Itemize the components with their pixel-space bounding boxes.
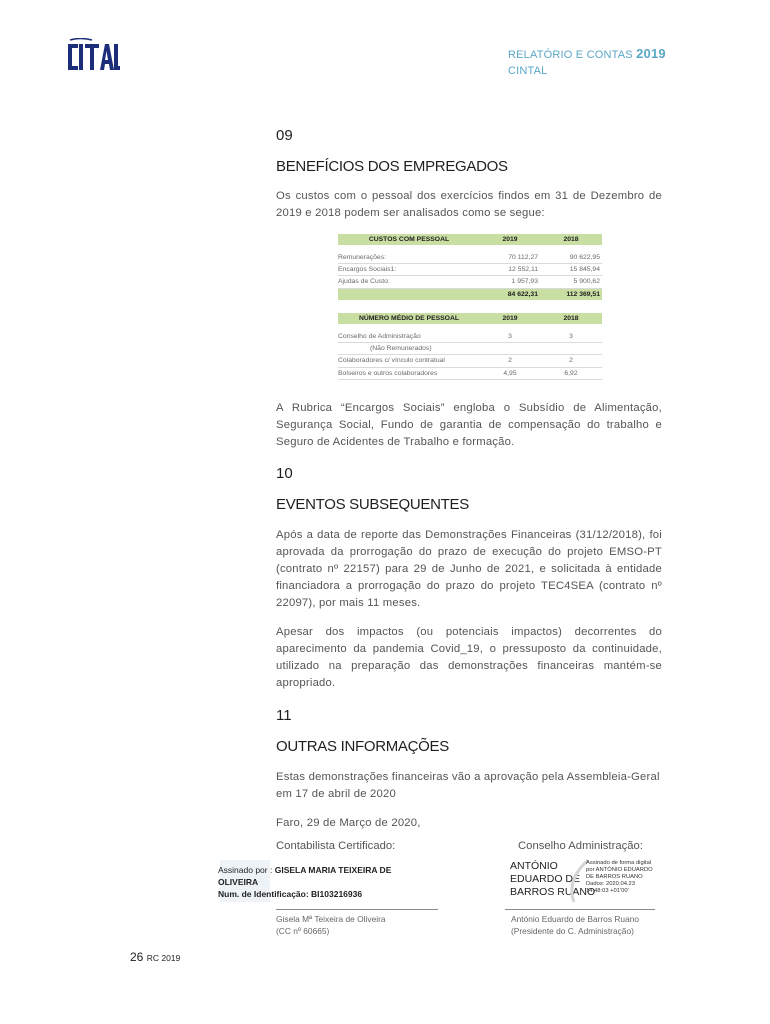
- company-name: CINTAL: [508, 65, 548, 77]
- events-paragraph-1: Após a data de reporte das Demonstrações Financeiras (31/12/2018), foi aprovada da prorrogação do prazo de execução do projeto EMSO-PT (contrato nº 22157) para 29 de Junho de 2021, e solicitada à entidade financiadora a prorrogação do prazo do projeto TEC4SEA (contrato nº 22097), por mais 11 meses.: [276, 529, 662, 609]
- president-digital-signature-details: Assinado de forma digital por ANTÓNIO EDUARDO DE BARROS RUANO Dados: 2020.04.23 14:48:03 +01'00': [586, 860, 653, 894]
- accountant-signature-line: [276, 909, 438, 910]
- section-title-events: EVENTOS SUBSEQUENTES: [276, 496, 469, 513]
- section-number-09: 09: [276, 127, 293, 144]
- table-row: Remunerações: 70 112,27 90 622,95: [338, 252, 602, 264]
- staff-header-2018: 2018: [540, 313, 602, 324]
- benefits-intro: Os custos com o pessoal dos exercícios findos em 31 de Dezembro de 2019 e 2018 podem ser analisados como se segue:: [276, 190, 662, 219]
- date-line: Faro, 29 de Março de 2020,: [276, 817, 421, 829]
- staff-table: [338, 313, 602, 380]
- table-row: Ajudas de Custo: 1 957,93 5 900,62: [338, 276, 602, 288]
- report-header: [508, 46, 666, 79]
- report-title: RELATÓRIO E CONTAS 2019: [508, 46, 666, 61]
- accountant-label: Contabilista Certificado:: [276, 840, 396, 852]
- page-number: 26: [130, 950, 144, 964]
- table-row: Encargos Sociais1: 12 552,11 15 845,94: [338, 264, 602, 276]
- section-title-benefits: BENEFÍCIOS DOS EMPREGADOS: [276, 158, 508, 175]
- board-label: Conselho Administração:: [518, 840, 643, 852]
- costs-total-2018: 112 369,51: [540, 288, 602, 300]
- president-signature-line: [505, 909, 655, 910]
- events-paragraph-2: Apesar dos impactos (ou potenciais impactos) decorrentes do aparecimento da pandemia Covid_19, o pressuposto da continuidade, utilizado na preparação das demonstrações financeiras mantém-se apropriado.: [276, 626, 662, 689]
- president-name-block: António Eduardo de Barros Ruano (Presidente do C. Administração): [511, 914, 640, 936]
- other-paragraph: Estas demonstrações financeiras vão a aprovação pela Assembleia-Geral em 17 de abril de 2020: [276, 771, 660, 800]
- costs-total-row: [338, 288, 602, 300]
- costs-total-2019: 84 622,31: [480, 288, 540, 300]
- table-row: Bolseiros e outros colaboradores 4,95 6,92: [338, 367, 602, 379]
- costs-table-header: [338, 234, 602, 245]
- report-year: 2019: [636, 46, 666, 61]
- president-signature-name: ANTÓNIO EDUARDO DE BARROS RUANO: [510, 860, 596, 898]
- costs-header-label: CUSTOS COM PESSOAL: [338, 234, 480, 245]
- staff-header-2019: 2019: [480, 313, 540, 324]
- accountant-digital-signature: Assinado por : GISELA MARIA TEIXEIRA DE OLIVEIRA Num. de Identificação: BI103216936: [218, 865, 392, 899]
- benefits-note: A Rubrica “Encargos Sociais” engloba o Subsídio de Alimentação, Segurança Social, Fundo de garantia de compensação do trabalho e Seguro de Acidentes de Trabalho e formação.: [276, 402, 662, 448]
- costs-header-2018: 2018: [540, 234, 602, 245]
- cintal-logo: [66, 38, 120, 74]
- staff-table-header: [338, 313, 602, 324]
- costs-table: [338, 234, 602, 300]
- footer-label: RC 2019: [146, 953, 181, 963]
- section-title-other: OUTRAS INFORMAÇÕES: [276, 738, 449, 755]
- costs-header-2019: 2019: [480, 234, 540, 245]
- table-row: (Não Remunerados): [338, 343, 602, 355]
- staff-header-label: NÚMERO MÉDIO DE PESSOAL: [338, 313, 480, 324]
- page-footer: [130, 950, 180, 964]
- table-row: Conselho de Administração 3 3: [338, 331, 602, 343]
- table-row: Colaboradores c/ vínculo contratual 2 2: [338, 355, 602, 367]
- accountant-name-block: Gisela Mª Teixeira de Oliveira (CC nº 60665): [276, 914, 386, 936]
- section-number-10: 10: [276, 465, 293, 482]
- section-number-11: 11: [276, 707, 292, 724]
